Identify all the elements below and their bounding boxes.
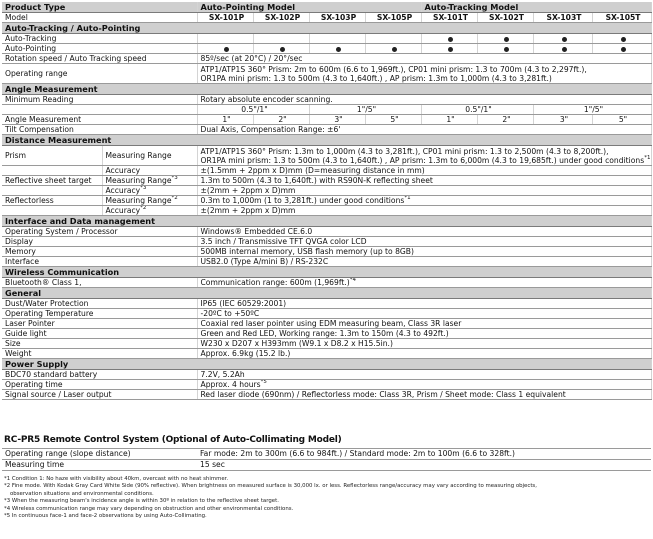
footnotes bbox=[4, 476, 650, 520]
row-value: Windows® Embedded CE.6.0 bbox=[197, 227, 651, 237]
row-label: Guide light bbox=[2, 329, 197, 339]
size-row bbox=[2, 339, 651, 349]
row-label: Prism bbox=[2, 146, 102, 166]
row-label: Interface bbox=[2, 257, 197, 267]
section-title: Distance Measurement bbox=[2, 135, 651, 146]
section-title: Auto-Tracking / Auto-Pointing bbox=[2, 23, 651, 34]
angle-accuracy-value: 3" bbox=[533, 115, 592, 125]
row-value: W230 x D207 x H393mm (W9.1 x D8.2 x H15.5in.) bbox=[197, 339, 651, 349]
feature-dot-icon bbox=[392, 47, 397, 52]
row-value: 85º/sec (at 20°C) / 20°/sec bbox=[197, 54, 651, 64]
section-title: General bbox=[2, 288, 651, 299]
footnote: observation situations and environmental conditions. bbox=[10, 490, 154, 497]
row-value: 1.3m to 500m (4.3 to 1,640ft.) with RS90N-K reflecting sheet bbox=[197, 176, 651, 186]
angle-accuracy-row bbox=[2, 115, 651, 125]
feature-dot-icon bbox=[621, 37, 626, 42]
section-general bbox=[2, 288, 651, 299]
model-row bbox=[2, 13, 651, 23]
model-sx105t: SX-105T bbox=[592, 13, 651, 23]
feature-dot-icon bbox=[224, 47, 229, 52]
min-reading-p-cd: 1"/5" bbox=[309, 105, 421, 115]
rc-section-title: RC-PR5 Remote Control System (Optional of Auto-Collimating Model) bbox=[4, 435, 342, 445]
row-label: Operating Temperature bbox=[2, 309, 197, 319]
row-value: ±(2mm + 2ppm x D)mm bbox=[197, 206, 651, 216]
footnote-ref: *3 bbox=[140, 185, 147, 191]
row-label: Operating range (slope distance) bbox=[2, 449, 197, 460]
row-label: Minimum Reading bbox=[2, 95, 197, 105]
guide-light-row bbox=[2, 329, 651, 339]
row-value: IP65 (IEC 60529:2001) bbox=[197, 299, 651, 309]
model-sx102t: SX-102T bbox=[477, 13, 533, 23]
row-value: 0.3m to 1,000m (1 to 3,281ft.) under good conditions$^{*1}$ bbox=[197, 196, 651, 206]
footnote-ref: *3 bbox=[171, 175, 178, 181]
bluetooth-row bbox=[2, 278, 651, 288]
row-value: Approx. 6.9kg (15.2 lb.) bbox=[197, 349, 651, 359]
row-value: Dual Axis, Compensation Range: ±6' bbox=[197, 125, 651, 135]
rc-table bbox=[2, 448, 651, 471]
operating-range-row bbox=[2, 64, 651, 84]
display-row bbox=[2, 237, 651, 247]
row-value: Coaxial red laser pointer using EDM measuring beam, Class 3R laser bbox=[197, 319, 651, 329]
feature-dot-icon bbox=[562, 37, 567, 42]
row-label: Tilt Compensation bbox=[2, 125, 197, 135]
sheet-accuracy-row bbox=[2, 186, 651, 196]
section-power bbox=[2, 359, 651, 370]
row-sublabel: Measuring Range$^{*2}$ bbox=[102, 196, 197, 206]
model-sx103p: SX-103P bbox=[309, 13, 365, 23]
row-value: -20ºC to +50ºC bbox=[197, 309, 651, 319]
rc-range-row bbox=[2, 449, 651, 460]
model-sx105p: SX-105P bbox=[365, 13, 421, 23]
auto-tracking-row bbox=[2, 34, 651, 44]
row-label: Dust/Water Protection bbox=[2, 299, 197, 309]
row-label: Operating System / Processor bbox=[2, 227, 197, 237]
row-value: USB2.0 (Type A/mini B) / RS-232C bbox=[197, 257, 651, 267]
prism-range-line-1: ATP1/ATP1S 360° Prism: 1.3m to 1,000m (4.3 to 3,281ft.), CP01 mini prism: 1.3 to 2,500m (4.3 to 8,200ft.), bbox=[200, 146, 609, 156]
row-sublabel: Accuracy$^{*3}$ bbox=[102, 186, 197, 196]
angle-accuracy-value: 5" bbox=[365, 115, 421, 125]
tilt-row bbox=[2, 125, 651, 135]
min-reading-t-ab: 0.5"/1" bbox=[421, 105, 533, 115]
os-row bbox=[2, 227, 651, 237]
row-label: Measuring time bbox=[2, 460, 197, 471]
row-label: Reflectorless bbox=[2, 196, 102, 206]
operating-time-row bbox=[2, 380, 651, 390]
row-value bbox=[197, 64, 651, 84]
signal-source-row bbox=[2, 390, 651, 400]
row-sublabel: Measuring Range bbox=[102, 146, 197, 166]
feature-dot-icon bbox=[621, 47, 626, 52]
auto-pointing-row bbox=[2, 44, 651, 54]
model-sx102p: SX-102P bbox=[253, 13, 309, 23]
battery-row bbox=[2, 370, 651, 380]
row-label: Angle Measurement bbox=[2, 115, 197, 125]
prism-range-row bbox=[2, 146, 651, 166]
product-type-label: Product Type bbox=[2, 2, 197, 13]
section-title: Interface and Data management bbox=[2, 216, 651, 227]
minimum-reading-values-row bbox=[2, 105, 651, 115]
row-value: ±(1.5mm + 2ppm x D)mm (D=measuring distance in mm) bbox=[197, 166, 651, 176]
footnote: *4 Wireless communication range may vary depending on obstruction and other environmental conditions. bbox=[4, 505, 294, 512]
row-label: Laser Pointer bbox=[2, 319, 197, 329]
row-value: Approx. 4 hours$^{*5}$ bbox=[197, 380, 651, 390]
row-value: ±(2mm + 2ppm x D)mm bbox=[197, 186, 651, 196]
interface-row bbox=[2, 257, 651, 267]
row-value: 15 sec bbox=[197, 460, 651, 471]
row-value: Red laser diode (690nm) / Reflectorless mode: Class 3R, Prism / Sheet mode: Class 1 equivalent bbox=[197, 390, 651, 400]
footnote: *5 In continuous face-1 and face-2 observations by using Auto-Collimating. bbox=[4, 513, 207, 520]
row-label: Operating time bbox=[2, 380, 197, 390]
section-angle bbox=[2, 84, 651, 95]
auto-pointing-model-header: Auto-Pointing Model bbox=[197, 2, 421, 13]
prism-accuracy-row bbox=[2, 166, 651, 176]
spec-table bbox=[2, 2, 652, 400]
footnote: *3 When the measuring beam's incidence angle is within 30º in relation to the reflective sheet target. bbox=[4, 498, 279, 505]
memory-row bbox=[2, 247, 651, 257]
temperature-row bbox=[2, 309, 651, 319]
model-label: Model bbox=[2, 13, 197, 23]
row-label: Auto-Tracking bbox=[2, 34, 197, 44]
footnote-ref: *1 bbox=[644, 154, 651, 161]
rc-time-row bbox=[2, 460, 651, 471]
section-title: Power Supply bbox=[2, 359, 651, 370]
row-label: Reflective sheet target bbox=[2, 176, 102, 186]
range-line-1: ATP1/ATP1S 360° Prism: 2m to 600m (6.6 to 1,969ft.), CP01 mini prism: 1.3 to 700m (4.3 to 2,297ft.), bbox=[200, 64, 587, 74]
feature-dot-icon bbox=[562, 47, 567, 52]
angle-accuracy-value: 3" bbox=[309, 115, 365, 125]
row-value: Communication range: 600m $(1,969ft.)^{*4}$ bbox=[197, 278, 651, 288]
angle-accuracy-value: 1" bbox=[197, 115, 253, 125]
feature-dot-icon bbox=[504, 37, 509, 42]
footnote-ref: *2 bbox=[171, 195, 178, 201]
row-sublabel: Accuracy bbox=[102, 166, 197, 176]
angle-accuracy-value: 2" bbox=[477, 115, 533, 125]
section-interface bbox=[2, 216, 651, 227]
row-value: Rotary absolute encoder scanning. bbox=[197, 95, 651, 105]
angle-accuracy-value: 1" bbox=[421, 115, 477, 125]
auto-tracking-model-header: Auto-Tracking Model bbox=[421, 2, 651, 13]
row-label: Auto-Pointing bbox=[2, 44, 197, 54]
row-label: Signal source / Laser output bbox=[2, 390, 197, 400]
product-type-row bbox=[2, 2, 651, 13]
feature-dot-icon bbox=[448, 47, 453, 52]
row-value: 3.5 inch / Transmissive TFT QVGA color LCD bbox=[197, 237, 651, 247]
row-value: 7.2V, 5.2Ah bbox=[197, 370, 651, 380]
row-value bbox=[197, 146, 651, 166]
footnote-ref: *2 bbox=[140, 205, 147, 211]
row-label: Display bbox=[2, 237, 197, 247]
row-value: 500MB internal memory, USB flash memory (up to 8GB) bbox=[197, 247, 651, 257]
reflectorless-accuracy-row bbox=[2, 206, 651, 216]
row-value: Far mode: 2m to 300m (6.6 to 984ft.) / Standard mode: 2m to 100m (6.6 to 328ft.) bbox=[197, 449, 651, 460]
row-sublabel: Measuring Range$^{*3}$ bbox=[102, 176, 197, 186]
footnote: *2 Fine mode. With Kodak Gray Card White Side (90% reflective). When brightness on measured surface is 30,000 lx. or less. Reflectorless range/accuracy may vary according to measuring objects, bbox=[4, 483, 537, 490]
row-label: Memory bbox=[2, 247, 197, 257]
row-value: Green and Red LED, Working range: 1.3m to 150m (4.3 to 492ft.) bbox=[197, 329, 651, 339]
minimum-reading-row bbox=[2, 95, 651, 105]
row-label: BDC70 standard battery bbox=[2, 370, 197, 380]
row-sublabel: Accuracy$^{*2}$ bbox=[102, 206, 197, 216]
section-wireless bbox=[2, 267, 651, 278]
section-tracking bbox=[2, 23, 651, 34]
angle-accuracy-value: 5" bbox=[592, 115, 651, 125]
footnote-ref: *5 bbox=[260, 379, 267, 385]
weight-row bbox=[2, 349, 651, 359]
model-sx103t: SX-103T bbox=[533, 13, 592, 23]
prism-range-line-2: OR1PA mini prism: 1.3 to 500m (4.3 to 1,640ft.) , AP prism: 1.3m to 6,000m (4.3 to 19,685ft.) under good conditions bbox=[200, 155, 645, 165]
row-label: Bluetooth® Class 1, bbox=[2, 278, 197, 288]
section-title: Wireless Communication bbox=[2, 267, 651, 278]
feature-dot-icon bbox=[448, 37, 453, 42]
laser-pointer-row bbox=[2, 319, 651, 329]
model-sx101t: SX-101T bbox=[421, 13, 477, 23]
footnote: *1 Condition 1: No haze with visibility about 40km, overcast with no heat shimmer. bbox=[4, 476, 229, 482]
model-sx101p: SX-101P bbox=[197, 13, 253, 23]
feature-dot-icon bbox=[336, 47, 341, 52]
reflectorless-range-row bbox=[2, 196, 651, 206]
feature-dot-icon bbox=[280, 47, 285, 52]
footnote-ref: *4 bbox=[349, 277, 356, 283]
min-reading-t-cd: 1"/5" bbox=[533, 105, 651, 115]
feature-dot-icon bbox=[504, 47, 509, 52]
min-reading-p-ab: 0.5"/1" bbox=[197, 105, 309, 115]
angle-accuracy-value: 2" bbox=[253, 115, 309, 125]
section-title: Angle Measurement bbox=[2, 84, 651, 95]
row-label: Weight bbox=[2, 349, 197, 359]
sheet-range-row bbox=[2, 176, 651, 186]
row-label: Operating range bbox=[2, 64, 197, 84]
section-distance bbox=[2, 135, 651, 146]
range-line-2: OR1PA mini prism: 1.3 to 500m (4.3 to 1,640ft.) , AP prism: 1.3m to 1,000m (4.3 to 3,281ft.) bbox=[200, 73, 552, 83]
dust-row bbox=[2, 299, 651, 309]
row-label: Rotation speed / Auto Tracking speed bbox=[2, 54, 197, 64]
footnote-ref: *1 bbox=[404, 195, 411, 201]
rotation-speed-row bbox=[2, 54, 651, 64]
row-label: Size bbox=[2, 339, 197, 349]
